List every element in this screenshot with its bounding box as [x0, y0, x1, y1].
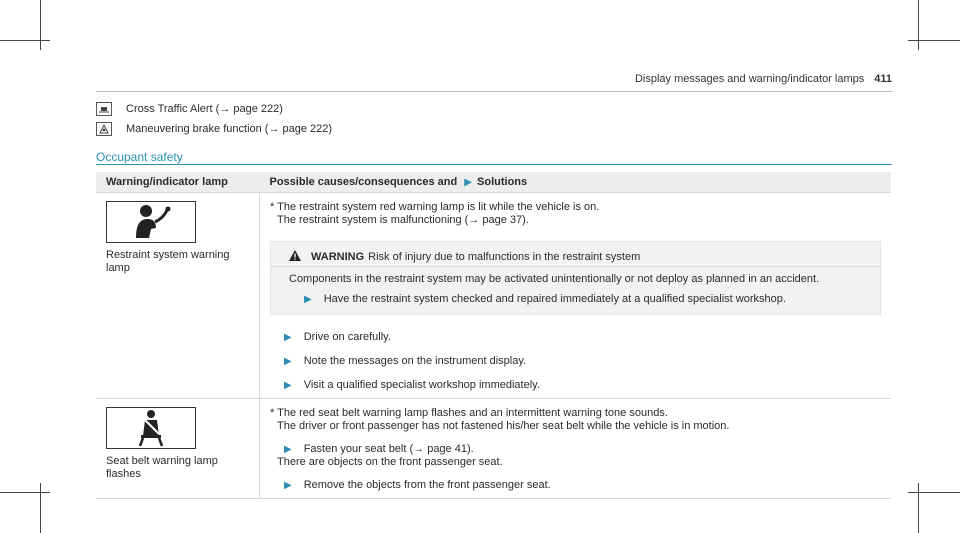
column-header-causes-text: Possible causes/consequences and	[269, 176, 458, 188]
warning-text: Components in the restraint system may be activated unintentionally or not deploy as planned in an accident.	[289, 273, 820, 285]
cause-text: The driver or front passenger has not fastened his/her seat belt while the vehicle is in motion.	[277, 420, 730, 432]
crop-mark	[0, 492, 50, 493]
section-title: Occupant safety	[96, 150, 183, 164]
seat-belt-warning-icon	[106, 407, 196, 449]
column-header-lamp: Warning/indicator lamp	[96, 172, 260, 193]
lamp-table	[96, 172, 891, 499]
crop-mark	[908, 40, 960, 41]
warning-triangle-icon	[289, 250, 301, 264]
arrow-icon: ▶	[284, 332, 292, 343]
page-number: 411	[874, 73, 892, 85]
restraint-system-warning-icon	[106, 201, 196, 243]
arrow-icon: ▶	[304, 294, 312, 305]
step-text: Note the messages on the instrument display.	[303, 355, 527, 367]
warning-header	[271, 248, 880, 267]
table-row	[96, 193, 891, 399]
icon-line	[96, 101, 283, 117]
table-header-row	[96, 172, 891, 193]
arrow-icon: ▶	[284, 380, 292, 391]
column-header-solutions-text: Solutions	[477, 176, 528, 188]
warning-step	[271, 286, 880, 306]
warning-step-text: Have the restraint system checked and repaired immediately at a qualified specialist workshop.	[323, 293, 786, 305]
crop-mark	[918, 483, 919, 533]
step	[284, 379, 881, 392]
crop-mark	[908, 492, 960, 493]
page-header	[635, 73, 892, 85]
column-header-causes	[260, 172, 892, 193]
crop-mark	[40, 0, 41, 50]
step-text: Fasten your seat belt (→ page 41).	[303, 443, 474, 455]
crop-mark	[918, 0, 919, 50]
step-text: Drive on carefully.	[303, 331, 391, 343]
crop-mark	[0, 40, 50, 41]
maneuvering-brake-icon	[96, 122, 112, 136]
warning-label: WARNING	[311, 251, 365, 263]
cross-traffic-alert-icon	[96, 102, 112, 116]
table-row	[96, 399, 891, 499]
lamp-cell	[96, 193, 260, 399]
arrow-icon: ▶	[284, 480, 292, 491]
note-text: There are objects on the front passenger seat.	[277, 456, 503, 468]
step	[284, 331, 881, 344]
cause-text: * The restraint system red warning lamp is lit while the vehicle is on.	[270, 201, 600, 213]
arrow-icon: ▶	[284, 444, 292, 455]
cause-text: The restraint system is malfunctioning (→ page 37).	[277, 214, 529, 226]
lamp-label: Seat belt warning lamp flashes	[106, 455, 218, 480]
icon-line-text: Cross Traffic Alert (→ page 222)	[126, 103, 283, 115]
crop-mark	[40, 483, 41, 533]
header-title: Display messages and warning/indicator lamps	[634, 73, 865, 85]
step	[284, 355, 881, 368]
warning-title: Risk of injury due to malfunctions in the restraint system	[368, 251, 641, 263]
warning-box	[270, 241, 881, 315]
cause-text: * The red seat belt warning lamp flashes and an intermittent warning tone sounds.	[270, 407, 668, 419]
section-divider	[96, 164, 892, 165]
step	[284, 479, 881, 492]
step	[284, 443, 881, 456]
lamp-cell	[96, 399, 260, 499]
icon-line-text: Maneuvering brake function (→ page 222)	[126, 123, 333, 135]
arrow-icon: ▶	[284, 356, 292, 367]
lamp-label: Restraint system warning lamp	[106, 249, 230, 274]
causes-cell	[260, 399, 892, 499]
step-text: Visit a qualified specialist workshop immediately.	[303, 379, 540, 391]
icon-line	[96, 121, 332, 137]
step-text: Remove the objects from the front passenger seat.	[303, 479, 551, 491]
arrow-icon: ▶	[464, 177, 472, 188]
causes-cell	[260, 193, 892, 399]
header-divider	[96, 91, 892, 92]
